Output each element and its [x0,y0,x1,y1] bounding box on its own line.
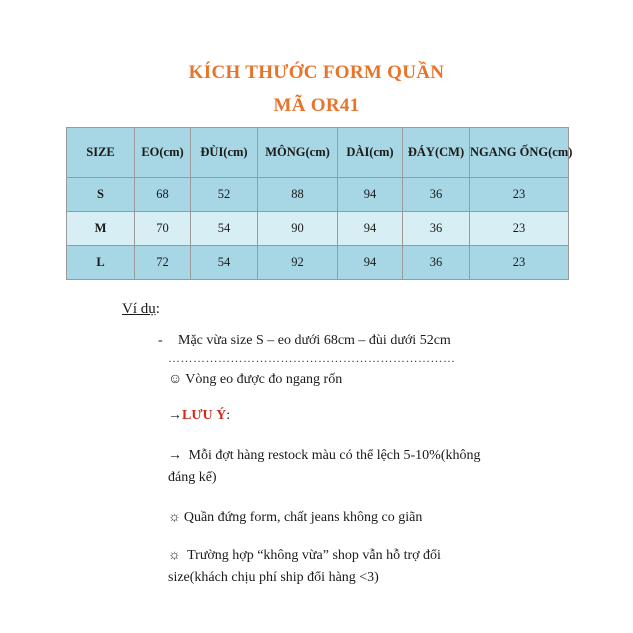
product-code: MÃ OR41 [273,95,360,116]
table-cell: 23 [470,212,569,246]
form-note [168,510,422,526]
example-heading [122,301,160,318]
size-cell: M [67,212,135,246]
arrow-right-icon: → [168,448,182,463]
restock-note-line2: đáng kể) [168,470,217,485]
caution-heading [168,408,230,424]
table-cell: 70 [135,212,191,246]
sun-icon: ☼ [168,548,181,563]
exchange-note-text: Trường hợp “không vừa” shop vẫn hỗ trợ đổi [187,548,441,563]
header-hip: MÔNG(cm) [258,128,338,178]
restock-note-line1 [168,448,481,464]
exchange-note-line2: size(khách chịu phí ship đổi hàng <3) [168,570,379,585]
arrow-right-icon: → [168,408,182,423]
table-cell: 72 [135,246,191,280]
sun-icon: ☼ [168,510,181,525]
waist-note-text: Vòng eo được đo ngang rốn [185,372,343,387]
size-cell: L [67,246,135,280]
table-cell: 54 [191,246,258,280]
table-cell: 88 [258,178,338,212]
table-cell: 94 [338,212,403,246]
size-cell: S [67,178,135,212]
table-cell: 94 [338,178,403,212]
table-cell: 36 [403,178,470,212]
table-cell: 23 [470,246,569,280]
page-title: KÍCH THƯỚC FORM QUẦN [188,62,445,83]
header-thigh: ĐÙI(cm) [191,128,258,178]
table-cell: 68 [135,178,191,212]
example-heading-text: Ví dụ [122,301,156,317]
caution-label: LƯU Ý [182,408,227,423]
header-size: SIZE [67,128,135,178]
header-rise: ĐÁY(CM) [403,128,470,178]
bullet-dash: - [158,333,163,348]
table-cell: 94 [338,246,403,280]
restock-note-text: Mỗi đợt hàng restock màu có thể lệch 5-10%(không [188,448,481,463]
dotted-separator: …………………………………………………………… [168,351,456,365]
waist-note [168,372,342,388]
table-cell: 92 [258,246,338,280]
table-cell: 36 [403,246,470,280]
header-waist: EO(cm) [135,128,191,178]
table-cell: 36 [403,212,470,246]
table-cell: 23 [470,178,569,212]
header-length: DÀI(cm) [338,128,403,178]
example-heading-colon: : [155,301,160,317]
table-cell: 54 [191,212,258,246]
exchange-note-line1 [168,548,441,564]
smiley-icon: ☺ [168,372,183,387]
caution-colon: : [226,408,231,423]
form-note-text: Quần đứng form, chất jeans không co giãn [183,510,423,525]
example-bullet-text: Mặc vừa size S – eo dưới 68cm – đùi dưới 52cm [178,333,451,348]
table-cell: 52 [191,178,258,212]
table-cell: 90 [258,212,338,246]
example-bullet [158,333,451,349]
header-leg-opening: NGANG ỐNG(cm) [470,128,569,178]
